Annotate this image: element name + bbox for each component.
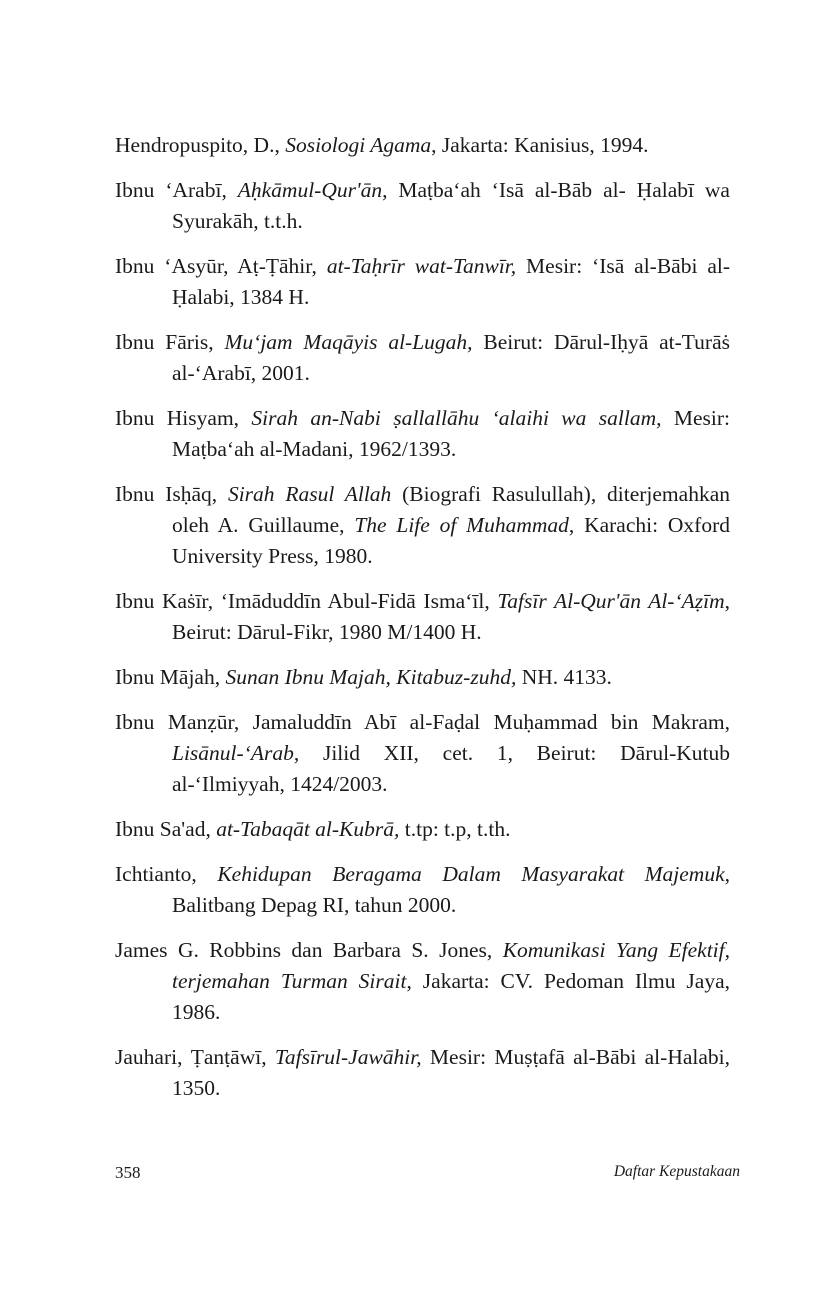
entry-title: at-Taḥrīr wat-Tanwīr, [326,254,517,278]
running-title: Daftar Kepustakaan [613,1163,740,1180]
entry-text: (Biografi Rasulullah), diterjemahkan oleh A. Guillaume, [172,482,730,537]
entry-text: Ibnu Fāris, [115,330,225,354]
entry-text: Ibnu Sa'ad, [115,817,217,841]
entry-text: NH. 4133. [516,665,612,689]
bibliography-entry [115,935,730,1028]
bibliography-entry [115,130,730,161]
entry-text: , Beirut: Dārul-Fikr, 1980 M/1400 H. [172,589,730,644]
bibliography-entry [115,586,730,648]
entry-title: Sunan Ibnu Majah, Kitabuz-zuhd, [225,665,517,689]
entry-text: Ibnu Isḥāq, [115,482,228,506]
entry-text: , Jakarta: CV. Pedoman Ilmu Jaya, 1986. [172,969,730,1024]
bibliography-entry [115,403,730,465]
bibliography-entry [115,175,730,237]
entry-text: Ibnu Kaṡīr, ‘Imāduddīn Abul-Fidā Isma‘īl, [115,589,498,613]
entry-title: Komunikasi Yang Efektif, terjemahan Turman Sirait [172,938,730,993]
bibliography-entry [115,327,730,389]
bibliography-entry [115,707,730,800]
entry-text: Mesir: ‘Isā al-Bābi al-Ḥalabi, 1384 H. [172,254,730,309]
entry-title: Tafsīrul-Jawāhir, [274,1045,422,1069]
entry-text: Ibnu Mājah, [115,665,226,689]
entry-title: at-Tabaqāt al-Kubrā, [216,817,400,841]
entry-title: The Life of Muhammad [354,513,569,537]
entry-text: Ibnu Manẓūr, Jamaluddīn Abī al-Faḍal Muḥammad bin Makram, [115,710,730,734]
bibliography-entry [115,1042,730,1104]
entry-title: Lisānul-‘Arab [172,741,294,765]
entry-text: Mesir: Maṭba‘ah al-Madani, 1962/1393. [172,406,731,461]
entry-text: Ibnu ‘Arabī, [115,178,238,202]
entry-title: Sirah an-Nabi ṣallallāhu ‘alaihi wa sallam, [251,406,662,430]
entry-text: Jauhari, Ṭanṭāwī, [115,1045,275,1069]
entry-title: Tafsīr Al-Qur'ān Al-‘Aẓīm [497,589,725,613]
bibliography-entry [115,814,730,845]
bibliography-list [115,130,730,1118]
entry-text: , Jilid XII, cet. 1, Beirut: Dārul-Kutub al-‘Ilmiyyah, 1424/2003. [172,741,730,796]
entry-text: Ichtianto, [115,862,218,886]
entry-text: Mesir: Muṣṭafā al-Bābi al-Halabi, 1350. [172,1045,730,1100]
entry-text: , Balitbang Depag RI, tahun 2000. [172,862,730,917]
entry-text: , Jakarta: Kanisius, 1994. [431,133,649,157]
entry-title: Mu‘jam Maqāyis al-Lugah, [224,330,473,354]
entry-title: Aḥkāmul-Qur'ān, [237,178,388,202]
entry-text: Beirut: Dārul-Iḥyā at-Turāṡ al-‘Arabī, 2001. [172,330,731,385]
entry-title: Sosiologi Agama [285,133,432,157]
entry-text: James G. Robbins dan Barbara S. Jones, [115,938,503,962]
entry-text: Maṭba‘ah ‘Isā al-Bāb al- Ḥalabī wa Syurakāh, t.t.h. [172,178,730,233]
entry-title: Sirah Rasul Allah [227,482,392,506]
bibliography-entry [115,251,730,313]
bibliography-entry [115,859,730,921]
entry-text: Ibnu ‘Asyūr, Aṭ-Ṭāhir, [115,254,327,278]
bibliography-entry [115,662,730,693]
entry-text: Ibnu Hisyam, [115,406,252,430]
entry-text: t.tp: t.p, t.th. [399,817,511,841]
entry-title: Kehidupan Beragama Dalam Masyarakat Majemuk [217,862,725,886]
bibliography-entry [115,479,730,572]
entry-text: Hendropuspito, D., [115,133,286,157]
page-number: 358 [115,1163,141,1182]
page-footer [115,1163,740,1187]
entry-text: , Karachi: Oxford University Press, 1980. [172,513,730,568]
